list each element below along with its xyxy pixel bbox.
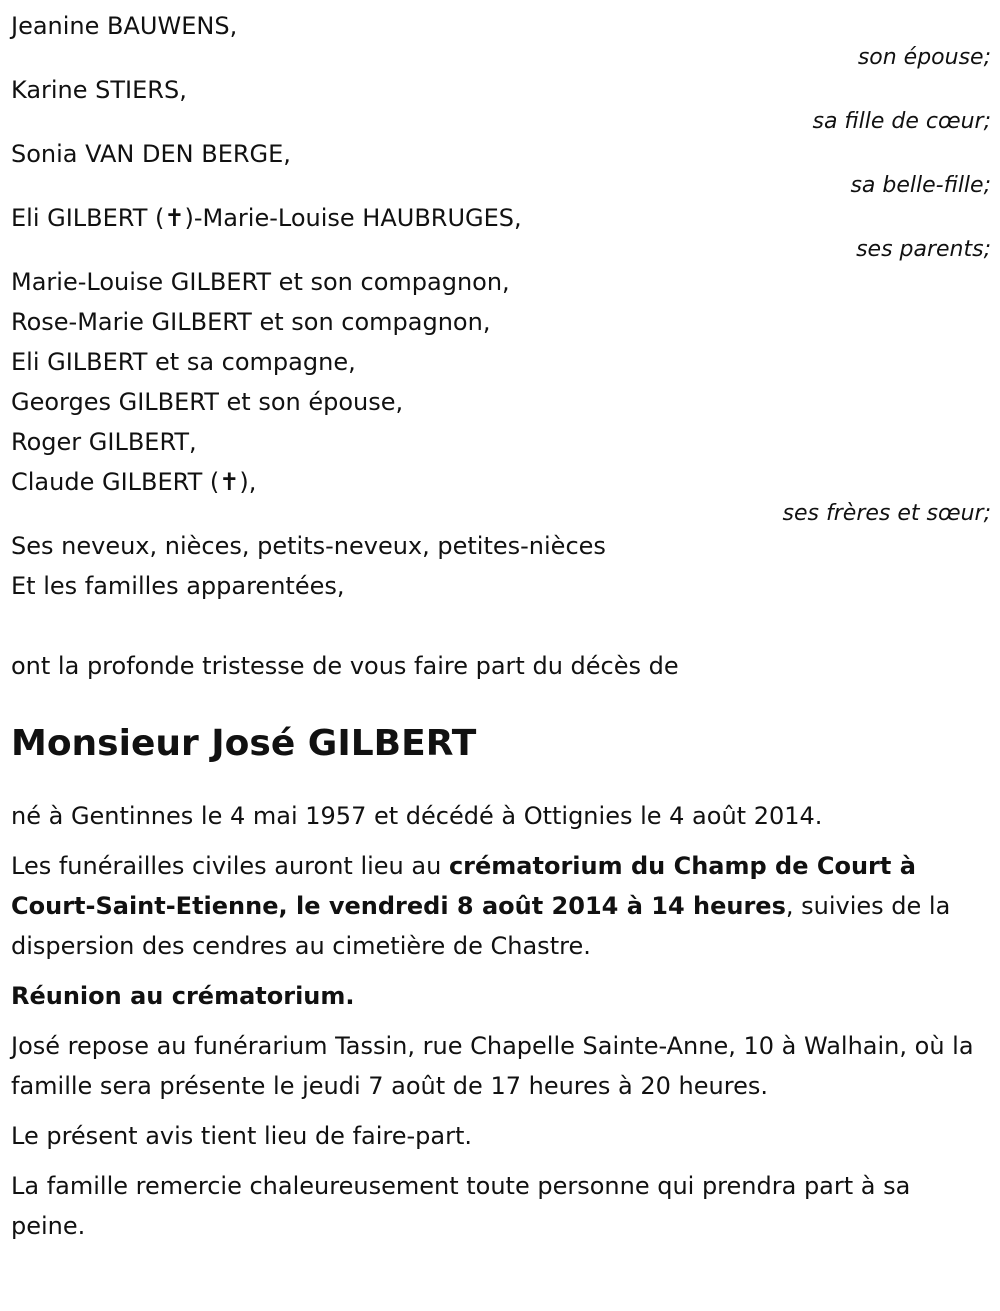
daughter-role: sa fille de cœur; xyxy=(812,109,991,134)
family-siblings xyxy=(11,262,991,526)
spouse-role: son épouse; xyxy=(857,45,991,70)
sibling-name: Claude GILBERT (✝), xyxy=(11,468,257,496)
family-parents xyxy=(11,198,991,262)
sibling-name: Rose-Marie GILBERT et son compagnon, xyxy=(11,308,491,336)
parents-name: Eli GILBERT (✝)-Marie-Louise HAUBRUGES, xyxy=(11,204,522,232)
notice-text: Le présent avis tient lieu de faire-part. xyxy=(11,1122,473,1150)
siblings-role: ses frères et sœur; xyxy=(782,501,991,526)
funeral-text xyxy=(11,846,986,966)
funeral-intro: Les funérailles civiles auront lieu au xyxy=(11,852,449,880)
daughter-name: Karine STIERS, xyxy=(11,76,187,104)
funeral-place: crématorium du Champ de Court à Court-Saint-Etienne, le vendredi 8 août 2014 à 14 heures xyxy=(11,852,916,920)
daughter-in-law-role: sa belle-fille; xyxy=(850,173,991,198)
parents-role: ses parents; xyxy=(856,237,991,262)
obituary-notice xyxy=(11,6,991,1256)
sibling-name: Marie-Louise GILBERT et son compagnon, xyxy=(11,268,510,296)
spouse-name: Jeanine BAUWENS, xyxy=(11,12,238,40)
funeral-outro: , suivies de la dispersion des cendres au cimetière de Chastre. xyxy=(11,892,951,960)
sibling-name: Roger GILBERT, xyxy=(11,428,197,456)
others-line: Et les familles apparentées, xyxy=(11,572,345,600)
sibling-name: Georges GILBERT et son épouse, xyxy=(11,388,404,416)
family-spouse xyxy=(11,6,991,70)
announcement-text: ont la profonde tristesse de vous faire part du décès de xyxy=(11,652,679,680)
daughter-in-law-name: Sonia VAN DEN BERGE, xyxy=(11,140,291,168)
thanks-text: La famille remercie chaleureusement toute personne qui prendra part à sa peine. xyxy=(11,1172,911,1240)
sibling-name: Eli GILBERT et sa compagne, xyxy=(11,348,356,376)
family-daughter xyxy=(11,70,991,134)
deceased-name: Monsieur José GILBERT xyxy=(11,723,477,764)
others-line: Ses neveux, nièces, petits-neveux, petites-nièces xyxy=(11,532,606,560)
family-daughter-in-law xyxy=(11,134,991,198)
reunion-text: Réunion au crématorium. xyxy=(11,982,355,1010)
birth-death-text: né à Gentinnes le 4 mai 1957 et décédé à Ottignies le 4 août 2014. xyxy=(11,802,823,830)
visitation-text: José repose au funérarium Tassin, rue Chapelle Sainte-Anne, 10 à Walhain, où la famille sera présente le jeudi 7 août de 17 heures à 20 heures. xyxy=(11,1032,974,1100)
family-others xyxy=(11,526,991,606)
